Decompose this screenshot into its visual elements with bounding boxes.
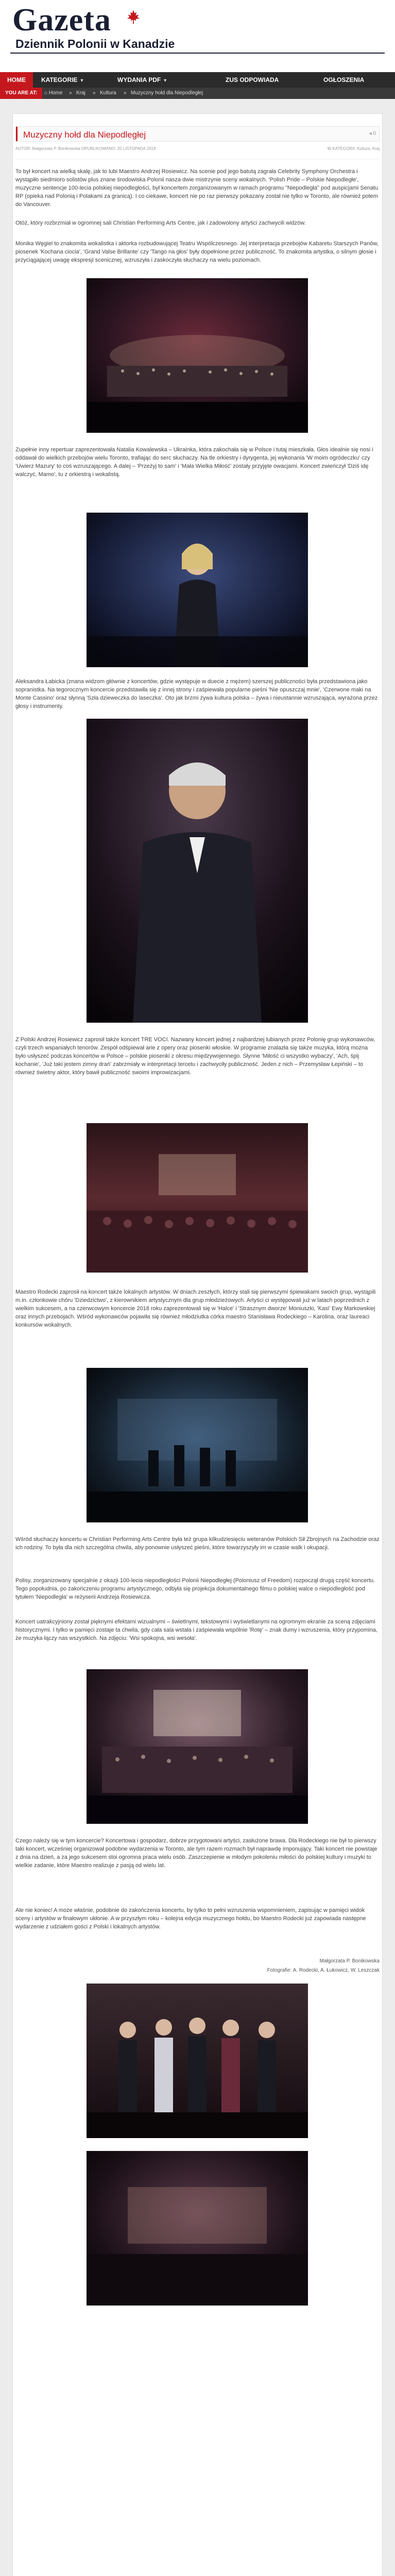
article-paragraph: Czego należy się w tym koncercie? Koncertowa i gospodarz, dobrze przygotowani artyści, zasłużone brawa. Dla Rodeckiego nie był to pierwszy taki koncert, wcześniej organizował podobne wydarzenia w Toronto, ale tym razem rozmach był naprawdę imponujący. Taki koncert nie powstaje z dnia na dzień, a za jego sukcesem stoi ogromna praca wielu osób. Zaszczepienie w młodym pokoleniu miłości do polskiej kultury i muzyki to wielkie zadanie, które Maestro realizuje z pasją od wielu lat. (15, 1838, 377, 1869)
nav-home[interactable]: HOME (0, 72, 33, 88)
article-paragraph: Monika Węgiel to znakomita wokalistka i aktorka rozbudowującej Teatru Wspólczesnego. Jej interpretacja przebojów Kabaretu Starszych Panów, piosenek 'Kochana ciocia', 'Grand Valse Brillante' czy 'Tango na głos' były dopełnione przez publiczność. To znakomita artystka, o silnym głosie i przyciągającej uwagę ekspresji scenicznej, wzruszyła i zaskoczyła słuchaczy na wielu poziomach. (15, 241, 379, 263)
header-divider (10, 53, 385, 54)
article-photo-singer[interactable] (87, 513, 308, 667)
photo-credit: Fotografie: A. Rodecki, A. Łukowicz, W. Leszczak (267, 1968, 380, 1973)
article-photo-concert-hall[interactable] (87, 2151, 308, 2306)
article-paragraph: Polisy, zorganizowany specjalnie z okazji 100-lecia niepodległości Polonii Niepodległej (Poloniusz of Freedom) rozpoczął drugą część koncertu. Tego popołudnia, po zakończeniu programu artystycznego, odbyła się projekcja dokumentalnego filmu o polskiej walce o niepodległość pod tytułem 'Niepodległa' w reżyserii Andrzeja Rosiewicza. (15, 1578, 375, 1600)
article-photo-audience[interactable] (87, 1123, 308, 1273)
breadcrumb-sep-icon: » (124, 90, 127, 96)
chevron-down-icon: ▼ (79, 78, 84, 83)
nav-categories[interactable]: KATEGORIE ▼ (41, 76, 84, 83)
share-icon: ◂ (369, 131, 373, 137)
artists-group-photo-image (87, 1984, 308, 2138)
breadcrumb-label: YOU ARE AT: (0, 88, 42, 99)
breadcrumb-current: Muzyczny hołd dla Niepodległej (131, 90, 203, 96)
article-paragraph: Wśród słuchaczy koncertu w Christian Performing Arts Centre była też grupa kilkudziesięciu weteranów Polskich Sił Zbrojnych na Zachodzie oraz ich rodziny. To była dla nich szczególna chwila, aby ponownie usłyszeć pieśni, które towarzyszyły im w czasie walk i okupacji. (15, 1536, 380, 1551)
article-photo-male-singer[interactable] (87, 719, 308, 1023)
article-paragraph: Zupełnie inny repertuar zaprezentowała Natalia Kowalewska – Ukrainka, która zakochała się w Polsce i tutaj mieszkała. Głos idealnie się nosi i oddawał do wielkich przebojów wielu Toronto, trafiając do serc słuchaczy. Na tle orkiestry i dyrygenta, jej wykonania 'W moim ogródeczku' czy 'Uwierz Mazury' to coś wzruszającego. A dalej – 'Przeżyj to sam' i 'Mała Wielka Miłość' zostały przyjęte owacjami. Koncert zwieńczył 'Dziś idę walczyć, Mamo', tu z orkiestrą i wokalistą. (15, 447, 373, 478)
chevron-down-icon: ▼ (163, 78, 168, 83)
article-photo-artists-group[interactable] (87, 1984, 308, 2138)
article-paragraph: Aleksandra Łabicka (znana widzom głównie z koncertów, gdzie występuje w duecie z mężem) szerszej publiczności była przedstawiona jako sopranistka. Na tegorocznym koncercie przedstawiła się z innej strony i zaśpiewała popularne pieśni 'Nie opuszczaj mnie', 'Czerwone maki na Monte Cassino' oraz słynną 'Szła dzieweczka do laseczka'. Oto jak brzmi żywa kultura polska – żywa i nieustannie wzruszająca, wyrażona przez głosy i instrumenty. (15, 679, 378, 709)
article-signature: Małgorzata P. Bonikowska (319, 1958, 380, 1964)
singer-photo-image (87, 513, 308, 667)
orchestra-photo-image (87, 278, 308, 433)
audience-photo-image (87, 1123, 308, 1273)
article-author-date[interactable]: AUTOR: Małgorzata P. Bonikowska OPUBLIKOWANO: 20 LISTOPADA 2018 (15, 146, 156, 151)
breadcrumb-home[interactable]: ⌂ Home (44, 90, 63, 96)
breadcrumb (0, 88, 395, 99)
article-title-bar (15, 126, 380, 142)
site-subtitle: Dziennik Polonii w Kanadzie (15, 37, 175, 50)
article-meta (15, 146, 380, 155)
article-paragraph: Ale nie koniec! A może właśnie, podobnie do zakończenia koncertu, by tylko to pełni wzruszenia wspomnieniem, zapisując w pamięci widok sceny i artystów w finałowym ukłonie. A w przyszłym roku – kolejna edycja muzycznego hołdu, bo Maestro Rodecki już zapowiada następne wydarzenie z udziałem gości z Polski i lokalnych artystów. (15, 1907, 366, 1930)
male-singer-photo-image (87, 719, 308, 1023)
breadcrumb-sep-icon: » (93, 90, 96, 96)
article-paragraph: Maestro Rodecki zaprosił na koncert także lokalnych artystów. W dniach zeszłych, którzy stali się pierwszymi śpiewakami swoich grup, wystąpili m.in. członkowie chóru 'Dziedzictwo', z kierownikiem artystycznym dla grup młodzieżowych. Artyści ci występowali już w latach poprzednich z wielkim sukcesem, a na czerwcowym koncercie 2018 roku zaprezentowali się w 'Halce' i 'Strasznym dworze' Moniuszki, 'Kasi' Ewy Markowskiej oraz innych przebojach. Wśród wykonawców pojawiła się również młodziutka córka maestro Stanisława Rodeckiego – Karolina, oraz laureaci konkursów wokalnych. (15, 1289, 376, 1328)
article-categories[interactable]: W KATEGORII: Kultura, Kraj (327, 146, 380, 151)
article-paragraph: Koncert uatrakcyjniony został pięknymi efektami wizualnymi – świetlnymi, tekstowymi i wyświetlanymi na ogromnym ekranie za sceną zdjęciami historycznymi. I tylko w pamięci zostaje ta chwila, gdy cała sala wstała i zaśpiewała wspólnie 'Rotę' – znak dumy i wzruszenia, który przypomina, że muzyka łączy nas wszystkich. Na zdjęciu: 'Wsi spokojna, wsi wesoła'. (15, 1619, 377, 1641)
title-accent (16, 127, 18, 141)
home-icon: ⌂ (44, 90, 49, 96)
concert-hall-photo-image (87, 2151, 308, 2306)
nav-pdf-editions[interactable]: WYDANIA PDF ▼ (117, 76, 168, 83)
maple-leaf-icon (126, 9, 141, 25)
article-photo-orchestra[interactable] (87, 278, 308, 433)
site-logo-title[interactable]: Gazeta (12, 3, 111, 38)
finale-photo-image (87, 1669, 308, 1824)
article-photo-finale[interactable] (87, 1669, 308, 1824)
nav-zus[interactable]: ZUS ODPOWIADA (226, 76, 279, 83)
article-paragraph: Otóż, który rozbrzmiał w ogromnej sali Christian Performing Arts Centre, jak i zadowolony artyści zachwycili widzów. (15, 220, 306, 226)
breadcrumb-kraj[interactable]: Kraj (76, 90, 85, 96)
main-nav (0, 72, 395, 88)
stage-photo-image (87, 1368, 308, 1522)
breadcrumb-sep-icon: » (69, 90, 72, 96)
site-header (0, 0, 395, 72)
share-count[interactable]: ◂ 0 (369, 131, 376, 137)
nav-ads[interactable]: OGŁOSZENIA (323, 76, 365, 83)
article-paragraph: Z Polski Andrzej Rosiewicz zaprosił także koncert TRE VOCI. Nazwany koncert jednej z najbardziej lubianych przez Polonię grup wykonawców, czyli trzech wspaniałych tenorów. Zespół odśpiewał arie z opery oraz piosenki włoskie. W programie znalazła się także muzyka, którą można było usłyszeć podczas koncertów w Polsce – polskie piosenki z okresu międzywojennego. Słynne 'Miłość ci wszystko wybaczy', 'Ach, śpij kochanie', 'Już taki jestem zimny drań' zabrzmiały w interpretacji tercetu i zachwyciły publiczność. Jeden z nich – Przemysław Łepiński – to również świetny aktor, który bawił publiczność swoimi improwizacjami. (15, 1037, 375, 1076)
breadcrumb-kultura[interactable]: Kultura (100, 90, 116, 96)
article-paragraph: To był koncert na wielką skalę, jak to lubi Maestro Andrzej Rosiewicz. Na scenie pod jego batutą zagrała Celebrity Symphony Orchestra i wystąpiło siedmioro solistów plus znane środowiska Polonii nasza dwie mistrzynie sceny wokalnych. 'Polish Pride – Polskie Niepodległe', muzyczne sentencje 100-lecia polskiej niepodległości, był koncertem zorganizowanym w ramach programu "Niepodległa" pod auspicjami Senatu RP (opieka nad Polonią i Polakami za granicą). I co ciekawe, koncert nie po raz pierwszy pokazany został nie tylko w Toronto, ale również potem do Vancouver. (15, 168, 379, 208)
article-title: Muzyczny hołd dla Niepodległej (23, 130, 146, 140)
article-photo-stage[interactable] (87, 1368, 308, 1522)
